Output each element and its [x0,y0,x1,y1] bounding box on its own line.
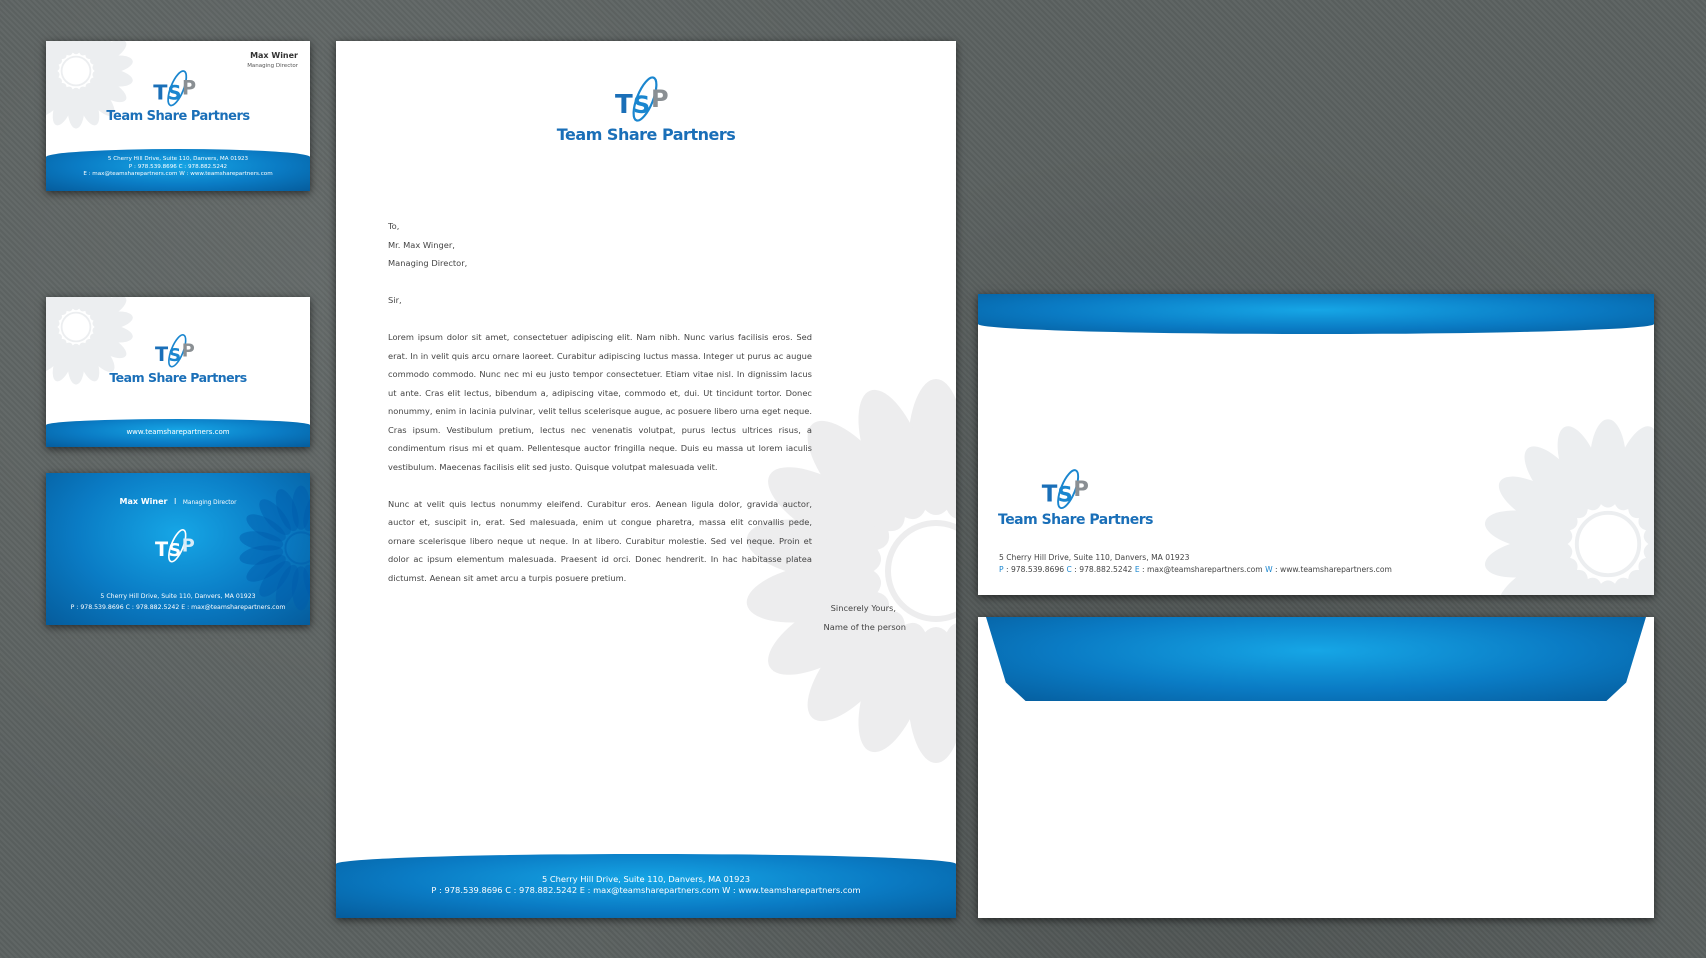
tsp-logo-icon [152,333,204,370]
card-email-web: E : max@teamsharepartners.com W : www.teamsharepartners.com [83,171,273,178]
envelope-top-band [978,294,1654,334]
letter-recipient-title: Managing Director, [388,258,468,268]
tsp-logo-icon [1038,468,1100,512]
email-value: : max@teamsharepartners.com [1139,565,1266,574]
letter-paragraph-1: Lorem ipsum dolor sit amet, consectetuer adipiscing elit. Nam nibh. Nunc varius facilisis eros. Sed erat. In in velit quis arcu ornare laoreet. Curabitur adipiscing luctus massa. Integer ut purus ac augue commodo commodo. Nunc nec mi eu justo tempor consectetuer. Etiam vitae nisl. In dignissim lacus ut ante. Cras elit lectus, bibendum a, adipiscing vitae, commodo et, dui. Ut tincidunt tortor. Donec nonummy, enim in lacinia pulvinar, velit tellus scelerisque augue, ac posuere libero urna eget neque. Cras ipsum. Vestibulum pretium, lectus nec venenatis volutpat, purus lectus ultrices risus, a condimentum risus mi et quam. Pellentesque auctor fringilla neque. Duis eu massa ut lorem iaculis vestibulum. Maecenas facilisis elit sed justo. Quisque volutpat malesuada velit. [388,332,812,472]
flower-watermark-icon [1478,414,1654,595]
card-name: Max Winer [119,497,168,506]
company-name: Team Share Partners [998,512,1153,528]
email-label: E [1134,565,1140,574]
cell-label: C [1066,565,1072,574]
footer-address: 5 Cherry Hill Drive, Suite 110, Danvers, MA 01923 [541,874,751,884]
letter-closing: Sincerely Yours, [830,603,896,613]
envelope-front [978,294,1654,595]
web-value: : www.teamsharepartners.com [1272,565,1392,574]
company-logo [106,69,250,124]
letter-to: To, [388,221,400,231]
tsp-logo-icon [611,75,681,125]
envelope-contact-line [999,565,1392,574]
envelope-back [978,617,1654,918]
business-card-back [46,297,310,447]
company-name: Team Share Partners [109,370,247,385]
card-name-line [46,497,310,508]
card-phones-email: P : 978.539.8696 C : 978.882.5242 E : max@teamsharepartners.com [70,604,286,611]
footer-contact-line: P : 978.539.8696 C : 978.882.5242 E : max@teamsharepartners.com W : www.teamsharepartners.com [431,885,861,896]
card-address: 5 Cherry Hill Drive, Suite 110, Danvers, MA 01923 [100,593,256,600]
phone-label: P [999,565,1004,574]
card-footer-band [46,419,310,447]
company-logo [148,528,208,565]
business-card-front [46,41,310,191]
letter-paragraph-2: Nunc at velit quis lectus nonummy eleifend. Curabitur eros. Aenean ligula dolor, gravida auctor, auctor et, suscipit in, erat. Sed malesuada, enim ut congue pharetra, massa elit convallis pede, ornare scelerisque libero neque ut neque. In at libero. Curabitur molestie. Sed vel neque. Proin et dolor ac ipsum elementum malesuada. Praesent id orci. Donec hendrerit. In hac habitasse platea dictumst. Aenean sit amet arcu a turpis posuere pretium. [388,498,812,583]
card-footer-band [46,149,310,191]
company-logo [106,333,250,385]
letter-salutation: Sir, [388,295,402,305]
card-phones: P : 978.539.8696 C : 978.882.5242 [128,163,228,170]
envelope-address: 5 Cherry Hill Drive, Suite 110, Danvers, MA 01923 [999,553,1190,562]
company-logo [998,468,1153,528]
envelope-flap [986,617,1646,701]
company-logo [546,75,746,144]
web-label: W [1265,565,1273,574]
tsp-logo-icon [152,528,204,565]
company-name: Team Share Partners [106,109,250,124]
card-name: Max Winer [250,51,298,60]
cell-value: : 978.882.5242 [1071,565,1135,574]
card-address: 5 Cherry Hill Drive, Suite 110, Danvers, MA 01923 [107,156,249,162]
letterhead-footer-band [336,854,956,918]
letter-signature: Name of the person [823,622,906,632]
separator: I [174,497,177,506]
phone-value: : 978.539.8696 [1003,565,1067,574]
business-card-dark [46,473,310,625]
card-website[interactable]: www.teamsharepartners.com [126,428,230,436]
letterhead [336,41,956,918]
tsp-logo-icon [150,69,206,109]
card-title: Managing Director [247,63,298,69]
card-title: Managing Director [182,500,237,506]
letter-recipient: Mr. Max Winger, [388,239,455,250]
company-name: Team Share Partners [556,125,736,144]
